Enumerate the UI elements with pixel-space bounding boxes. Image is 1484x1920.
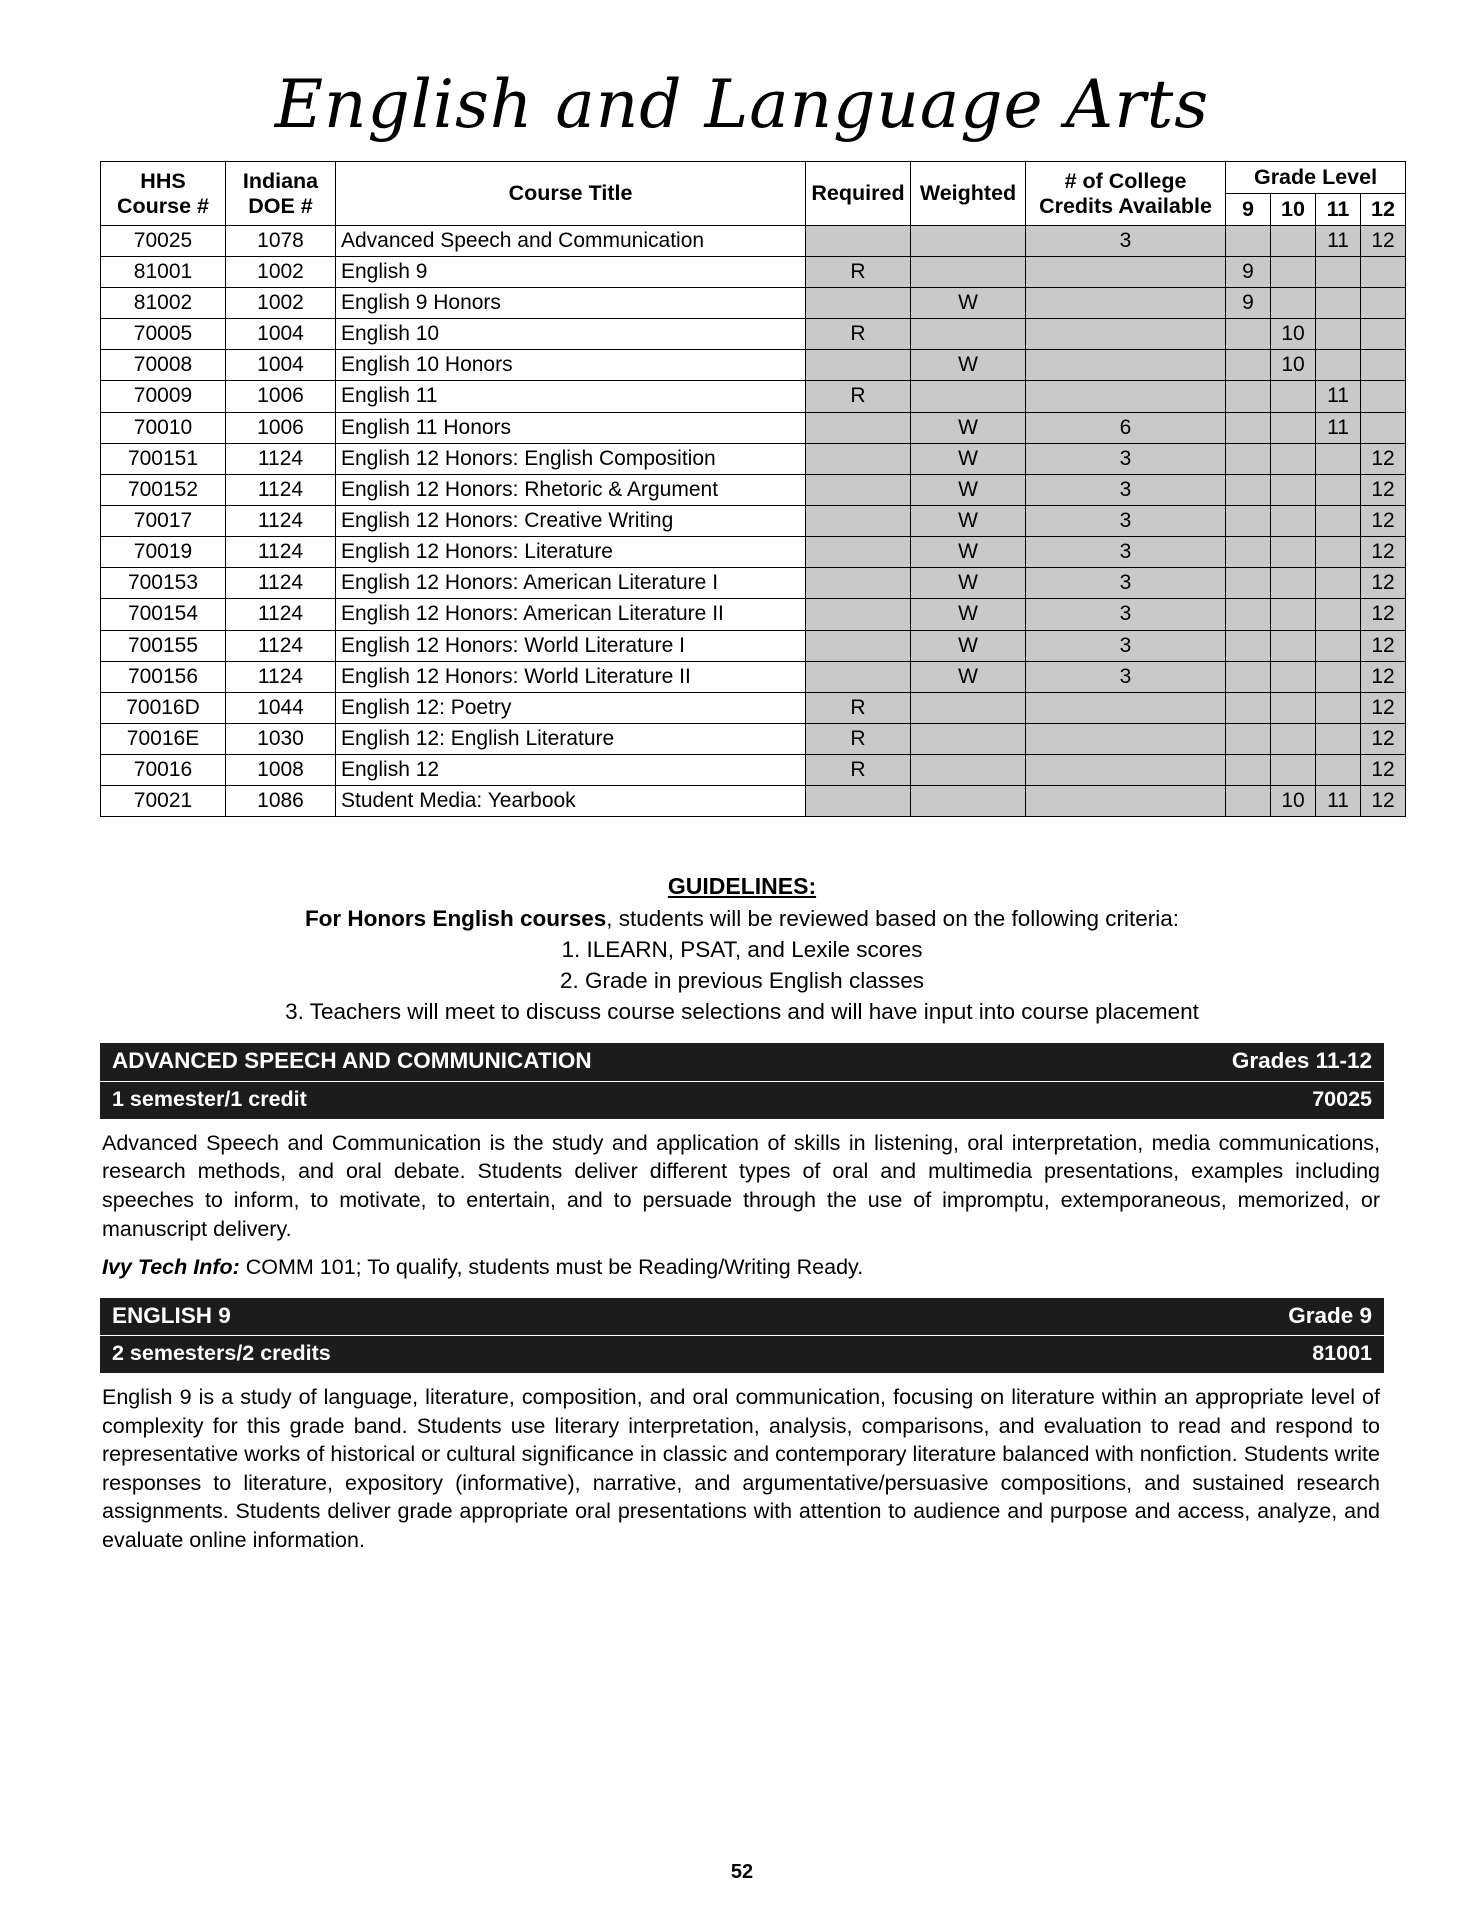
cell-required: R (806, 723, 911, 754)
table-row (101, 755, 1406, 786)
cell-required (806, 474, 911, 505)
cell-grade-9 (1226, 319, 1271, 350)
cell-weighted (911, 319, 1026, 350)
cell-grade-12: 12 (1361, 537, 1406, 568)
table-row (101, 692, 1406, 723)
cell-weighted (911, 225, 1026, 256)
course-grades: Grades 11-12 (1231, 1048, 1372, 1074)
cell-weighted: W (911, 474, 1026, 505)
cell-grade-11: 11 (1316, 786, 1361, 817)
cell-required (806, 568, 911, 599)
cell-grade-9 (1226, 755, 1271, 786)
table-row (101, 474, 1406, 505)
cell-grade-12: 12 (1361, 568, 1406, 599)
guidelines-lead-rest: , students will be reviewed based on the following criteria: (606, 906, 1180, 932)
cell-grade-9 (1226, 661, 1271, 692)
cell-grade-12: 12 (1361, 755, 1406, 786)
cell-grade-10 (1271, 506, 1316, 537)
course-subheader-bar (100, 1081, 1384, 1119)
cell-doe-number: 1002 (226, 256, 336, 287)
cell-grade-12: 12 (1361, 599, 1406, 630)
cell-grade-10 (1271, 443, 1316, 474)
header-hhs-line2: Course # (116, 193, 209, 218)
cell-grade-12: 12 (1361, 723, 1406, 754)
cell-grade-10: 10 (1271, 319, 1316, 350)
course-description (100, 1383, 1384, 1555)
course-header-bar (100, 1043, 1384, 1081)
cell-grade-10 (1271, 568, 1316, 599)
cell-grade-11 (1316, 755, 1361, 786)
cell-weighted: W (911, 568, 1026, 599)
cell-grade-11 (1316, 630, 1361, 661)
cell-doe-number: 1086 (226, 786, 336, 817)
cell-course-title: English 11 Honors (336, 412, 806, 443)
cell-weighted (911, 786, 1026, 817)
cell-grade-12: 12 (1361, 661, 1406, 692)
cell-hhs-course: 70009 (101, 381, 226, 412)
guidelines-lead (115, 903, 1369, 934)
cell-college-credits (1026, 288, 1226, 319)
cell-hhs-course: 700152 (101, 474, 226, 505)
cell-required: R (806, 755, 911, 786)
cell-course-title: English 10 (336, 319, 806, 350)
cell-grade-9 (1226, 692, 1271, 723)
cell-doe-number: 1004 (226, 319, 336, 350)
cell-doe-number: 1124 (226, 630, 336, 661)
cell-hhs-course: 70005 (101, 319, 226, 350)
cell-hhs-course: 70021 (101, 786, 226, 817)
cell-weighted: W (911, 506, 1026, 537)
header-grade-12: 12 (1361, 194, 1406, 226)
cell-hhs-course: 70016D (101, 692, 226, 723)
cell-grade-10 (1271, 256, 1316, 287)
cell-hhs-course: 70016 (101, 755, 226, 786)
cell-doe-number: 1002 (226, 288, 336, 319)
cell-required (806, 350, 911, 381)
cell-course-title: English 12 Honors: World Literature II (336, 661, 806, 692)
ivy-tech-text: COMM 101; To qualify, students must be Reading/Writing Ready. (239, 1255, 864, 1280)
page-number: 52 (730, 1861, 754, 1883)
course-name: ENGLISH 9 (112, 1302, 231, 1328)
table-row (101, 568, 1406, 599)
header-required: Required (806, 162, 911, 225)
cell-grade-12: 12 (1361, 630, 1406, 661)
header-grade-level: Grade Level (1226, 162, 1406, 194)
table-row (101, 723, 1406, 754)
cell-course-title: English 12: Poetry (336, 692, 806, 723)
cell-grade-10: 10 (1271, 786, 1316, 817)
header-credits-line1: # of College (1064, 168, 1187, 193)
cell-hhs-course: 70016E (101, 723, 226, 754)
cell-doe-number: 1124 (226, 568, 336, 599)
cell-course-title: English 12 Honors: American Literature II (336, 599, 806, 630)
cell-hhs-course: 700156 (101, 661, 226, 692)
cell-grade-11: 11 (1316, 381, 1361, 412)
course-duration: 1 semester/1 credit (112, 1087, 307, 1112)
cell-college-credits (1026, 319, 1226, 350)
cell-grade-9 (1226, 786, 1271, 817)
header-doe-line1: Indiana (242, 168, 319, 193)
cell-weighted: W (911, 599, 1026, 630)
table-row (101, 381, 1406, 412)
table-row (101, 630, 1406, 661)
table-row (101, 786, 1406, 817)
cell-grade-12: 12 (1361, 692, 1406, 723)
cell-grade-9: 9 (1226, 288, 1271, 319)
cell-college-credits: 3 (1026, 537, 1226, 568)
cell-course-title: English 11 (336, 381, 806, 412)
cell-required (806, 288, 911, 319)
course-name: ADVANCED SPEECH AND COMMUNICATION (112, 1048, 592, 1074)
course-description-text: Advanced Speech and Communication is the study and application of skills in listening, oral interpretation, media communications, research methods, and oral debate. Students deliver different types of oral and multimedia presentations, examples including speeches to inform, to motivate, to entertain, and to persuade through the use of impromptu, extemporaneous, memorized, or manuscript delivery. (102, 1130, 1380, 1241)
cell-grade-9 (1226, 350, 1271, 381)
cell-course-title: English 12: English Literature (336, 723, 806, 754)
table-row (101, 661, 1406, 692)
cell-grade-11 (1316, 506, 1361, 537)
cell-college-credits: 3 (1026, 506, 1226, 537)
cell-weighted (911, 256, 1026, 287)
cell-required (806, 599, 911, 630)
cell-hhs-course: 81001 (101, 256, 226, 287)
cell-grade-12 (1361, 319, 1406, 350)
page-title: English and Language Arts (274, 66, 1210, 143)
cell-doe-number: 1124 (226, 506, 336, 537)
cell-grade-9 (1226, 443, 1271, 474)
course-block-english-9 (100, 1298, 1384, 1555)
guidelines-section (115, 871, 1369, 1027)
cell-grade-12 (1361, 350, 1406, 381)
cell-college-credits: 3 (1026, 474, 1226, 505)
cell-weighted (911, 381, 1026, 412)
cell-weighted: W (911, 412, 1026, 443)
cell-required: R (806, 256, 911, 287)
cell-grade-9 (1226, 412, 1271, 443)
cell-course-title: Student Media: Yearbook (336, 786, 806, 817)
cell-hhs-course: 70008 (101, 350, 226, 381)
guidelines-lead-bold: For Honors English courses (304, 906, 607, 932)
cell-required (806, 443, 911, 474)
header-doe (226, 162, 336, 225)
cell-grade-11 (1316, 474, 1361, 505)
cell-grade-11 (1316, 319, 1361, 350)
cell-grade-9 (1226, 599, 1271, 630)
cell-required (806, 630, 911, 661)
cell-required: R (806, 381, 911, 412)
cell-weighted: W (911, 537, 1026, 568)
cell-grade-10: 10 (1271, 350, 1316, 381)
cell-required (806, 786, 911, 817)
table-header (101, 162, 1406, 225)
cell-weighted: W (911, 661, 1026, 692)
cell-doe-number: 1004 (226, 350, 336, 381)
cell-grade-11 (1316, 256, 1361, 287)
cell-grade-10 (1271, 599, 1316, 630)
cell-grade-10 (1271, 412, 1316, 443)
cell-grade-9 (1226, 381, 1271, 412)
cell-required (806, 225, 911, 256)
ivy-tech-label: Ivy Tech Info: (102, 1255, 240, 1280)
cell-grade-11 (1316, 568, 1361, 599)
cell-course-title: English 12 Honors: English Composition (336, 443, 806, 474)
cell-doe-number: 1006 (226, 381, 336, 412)
cell-grade-10 (1271, 474, 1316, 505)
header-credits-line2: Credits Available (1039, 193, 1212, 218)
course-block-advanced-speech (100, 1043, 1384, 1281)
cell-grade-11 (1316, 661, 1361, 692)
header-grade-11: 11 (1316, 194, 1361, 226)
cell-hhs-course: 81002 (101, 288, 226, 319)
guidelines-item-3: 3. Teachers will meet to discuss course selections and will have input into course placement (285, 999, 1199, 1025)
cell-weighted: W (911, 288, 1026, 319)
cell-weighted (911, 692, 1026, 723)
cell-grade-11 (1316, 443, 1361, 474)
cell-grade-12 (1361, 256, 1406, 287)
cell-grade-11: 11 (1316, 225, 1361, 256)
cell-college-credits: 3 (1026, 661, 1226, 692)
cell-course-title: English 12 Honors: Creative Writing (336, 506, 806, 537)
cell-college-credits (1026, 350, 1226, 381)
cell-course-title: English 12 Honors: Rhetoric & Argument (336, 474, 806, 505)
cell-doe-number: 1124 (226, 474, 336, 505)
cell-hhs-course: 700153 (101, 568, 226, 599)
table-row (101, 412, 1406, 443)
cell-college-credits (1026, 755, 1226, 786)
cell-college-credits (1026, 723, 1226, 754)
cell-hhs-course: 70010 (101, 412, 226, 443)
table-row (101, 443, 1406, 474)
cell-grade-12: 12 (1361, 474, 1406, 505)
cell-college-credits: 3 (1026, 225, 1226, 256)
cell-doe-number: 1006 (226, 412, 336, 443)
cell-grade-11 (1316, 599, 1361, 630)
cell-hhs-course: 700154 (101, 599, 226, 630)
cell-weighted: W (911, 350, 1026, 381)
cell-grade-9 (1226, 506, 1271, 537)
course-subheader-bar (100, 1335, 1384, 1373)
cell-doe-number: 1008 (226, 755, 336, 786)
header-weighted: Weighted (911, 162, 1026, 225)
course-grades: Grade 9 (1288, 1302, 1372, 1328)
cell-hhs-course: 700155 (101, 630, 226, 661)
cell-grade-9 (1226, 630, 1271, 661)
cell-required (806, 506, 911, 537)
cell-weighted (911, 755, 1026, 786)
course-table (100, 161, 1406, 817)
cell-weighted (911, 723, 1026, 754)
table-row (101, 506, 1406, 537)
header-grade-10: 10 (1271, 194, 1316, 226)
cell-course-title: English 10 Honors (336, 350, 806, 381)
cell-doe-number: 1030 (226, 723, 336, 754)
cell-grade-11 (1316, 350, 1361, 381)
cell-course-title: English 12 Honors: American Literature I (336, 568, 806, 599)
cell-college-credits: 6 (1026, 412, 1226, 443)
course-description (100, 1129, 1384, 1282)
cell-grade-12: 12 (1361, 786, 1406, 817)
cell-grade-9 (1226, 474, 1271, 505)
cell-grade-10 (1271, 692, 1316, 723)
ivy-tech-info (102, 1253, 1380, 1282)
cell-grade-9 (1226, 225, 1271, 256)
cell-grade-9 (1226, 568, 1271, 599)
table-body (101, 225, 1406, 817)
cell-doe-number: 1044 (226, 692, 336, 723)
cell-college-credits (1026, 381, 1226, 412)
cell-grade-10 (1271, 225, 1316, 256)
header-college-credits (1026, 162, 1226, 225)
cell-college-credits (1026, 256, 1226, 287)
cell-grade-11 (1316, 537, 1361, 568)
table-row (101, 288, 1406, 319)
cell-course-title: English 12 (336, 755, 806, 786)
cell-hhs-course: 70025 (101, 225, 226, 256)
cell-doe-number: 1124 (226, 537, 336, 568)
cell-required (806, 661, 911, 692)
course-code: 81001 (1312, 1341, 1372, 1366)
cell-grade-11: 11 (1316, 412, 1361, 443)
cell-hhs-course: 700151 (101, 443, 226, 474)
cell-grade-12 (1361, 412, 1406, 443)
course-code: 70025 (1312, 1087, 1372, 1112)
cell-grade-10 (1271, 537, 1316, 568)
cell-weighted: W (911, 630, 1026, 661)
cell-required (806, 537, 911, 568)
table-row (101, 319, 1406, 350)
cell-doe-number: 1078 (226, 225, 336, 256)
guidelines-heading: GUIDELINES: (667, 873, 817, 900)
cell-required: R (806, 692, 911, 723)
cell-grade-12: 12 (1361, 506, 1406, 537)
course-description-text: English 9 is a study of language, literature, composition, and oral communication, focusing on literature within an appropriate level of complexity for this grade band. Students use literary interpretation, analysis, comparisons, and evaluation to read and respond to representative works of historical or cultural significance in classic and contemporary literature balanced with nonfiction. Students write responses to literature, expository (informative), narrative, and argumentative/persuasive compositions, and sustained research assignments. Students deliver grade appropriate oral presentations with attention to audience and purpose and access, analyze, and evaluate online information. (102, 1385, 1380, 1553)
header-doe-line2: DOE # (248, 193, 313, 218)
cell-doe-number: 1124 (226, 599, 336, 630)
cell-course-title: English 12 Honors: Literature (336, 537, 806, 568)
cell-grade-10 (1271, 755, 1316, 786)
cell-grade-11 (1316, 723, 1361, 754)
cell-college-credits (1026, 692, 1226, 723)
cell-college-credits: 3 (1026, 568, 1226, 599)
cell-grade-11 (1316, 692, 1361, 723)
cell-college-credits: 3 (1026, 599, 1226, 630)
cell-course-title: English 12 Honors: World Literature I (336, 630, 806, 661)
header-hhs-line1: HHS (140, 168, 186, 193)
cell-grade-12 (1361, 288, 1406, 319)
cell-grade-12 (1361, 381, 1406, 412)
course-duration: 2 semesters/2 credits (112, 1341, 331, 1366)
table-row (101, 350, 1406, 381)
course-header-bar (100, 1298, 1384, 1336)
cell-doe-number: 1124 (226, 661, 336, 692)
cell-college-credits: 3 (1026, 630, 1226, 661)
cell-required: R (806, 319, 911, 350)
cell-college-credits: 3 (1026, 443, 1226, 474)
cell-required (806, 412, 911, 443)
cell-college-credits (1026, 786, 1226, 817)
cell-course-title: Advanced Speech and Communication (336, 225, 806, 256)
cell-grade-10 (1271, 661, 1316, 692)
cell-grade-10 (1271, 630, 1316, 661)
cell-course-title: English 9 (336, 256, 806, 287)
cell-hhs-course: 70017 (101, 506, 226, 537)
cell-grade-9 (1226, 723, 1271, 754)
cell-hhs-course: 70019 (101, 537, 226, 568)
table-row (101, 537, 1406, 568)
cell-grade-10 (1271, 723, 1316, 754)
header-hhs-course (101, 162, 226, 225)
table-row (101, 256, 1406, 287)
guidelines-item-2: 2. Grade in previous English classes (560, 968, 924, 994)
header-grade-9: 9 (1226, 194, 1271, 226)
cell-grade-9 (1226, 537, 1271, 568)
table-row (101, 599, 1406, 630)
cell-grade-12: 12 (1361, 225, 1406, 256)
guidelines-item-1: 1. ILEARN, PSAT, and Lexile scores (561, 937, 923, 963)
table-row (101, 225, 1406, 256)
cell-course-title: English 9 Honors (336, 288, 806, 319)
cell-grade-10 (1271, 381, 1316, 412)
cell-grade-12: 12 (1361, 443, 1406, 474)
cell-grade-11 (1316, 288, 1361, 319)
cell-weighted: W (911, 443, 1026, 474)
cell-grade-10 (1271, 288, 1316, 319)
cell-grade-9: 9 (1226, 256, 1271, 287)
header-course-title: Course Title (336, 162, 806, 225)
cell-doe-number: 1124 (226, 443, 336, 474)
